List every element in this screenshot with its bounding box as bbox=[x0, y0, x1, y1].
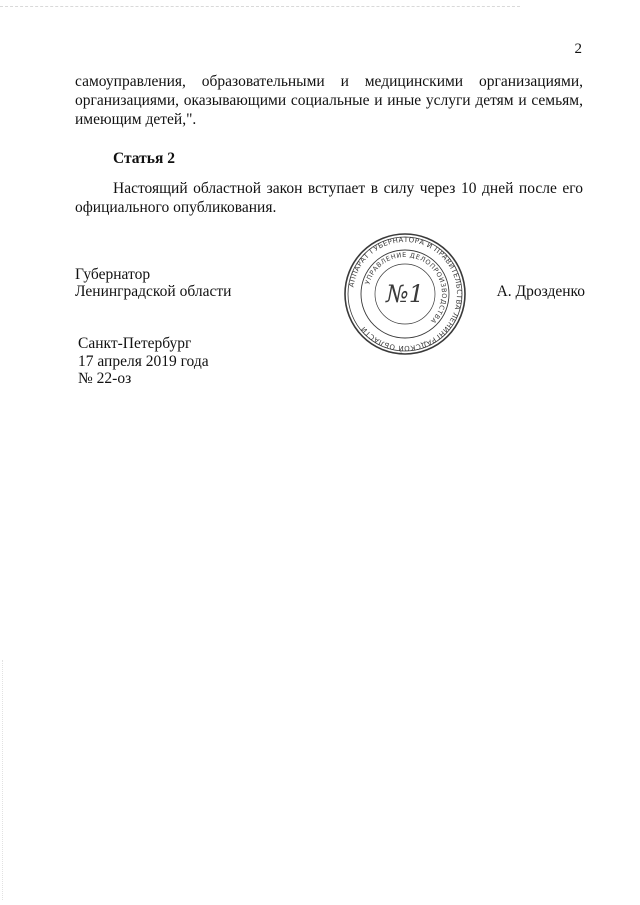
enactment-block bbox=[78, 335, 209, 388]
signature-title bbox=[75, 266, 231, 300]
article-heading: Статья 2 bbox=[113, 150, 175, 167]
enactment-date: 17 апреля 2019 года bbox=[78, 352, 209, 370]
signature-title-line2: Ленинградской области bbox=[75, 283, 232, 300]
signature-title-line1: Губернатор bbox=[75, 266, 151, 283]
scan-artifact-left bbox=[2, 660, 4, 900]
seal-inner-text: УПРАВЛЕНИЕ ДЕЛОПРОИЗВОДСТВА bbox=[363, 250, 449, 326]
enactment-number: № 22-оз bbox=[78, 370, 132, 387]
official-seal-stamp bbox=[340, 232, 470, 356]
scan-artifact-top bbox=[0, 6, 520, 8]
page-number: 2 bbox=[574, 41, 582, 57]
signature-name: А. Дрозденко bbox=[496, 283, 585, 300]
enactment-city: Санкт-Петербург bbox=[78, 335, 192, 352]
article-text: Настоящий областной закон вступает в силу через 10 дней после его официального опубликования. bbox=[75, 180, 583, 216]
continuation-paragraph: самоуправления, образовательными и медицинскими организациями, организациями, оказывающими социальные и иные услуги детям и семьям, имеющим детей,". bbox=[75, 73, 583, 128]
seal-outer-text: АППАРАТ ГУБЕРНАТОРА И ПРАВИТЕЛЬСТВА ЛЕНИНГРАДСКОЙ ОБЛАСТИ bbox=[347, 235, 464, 353]
seal-center-number: №1 bbox=[386, 280, 424, 308]
